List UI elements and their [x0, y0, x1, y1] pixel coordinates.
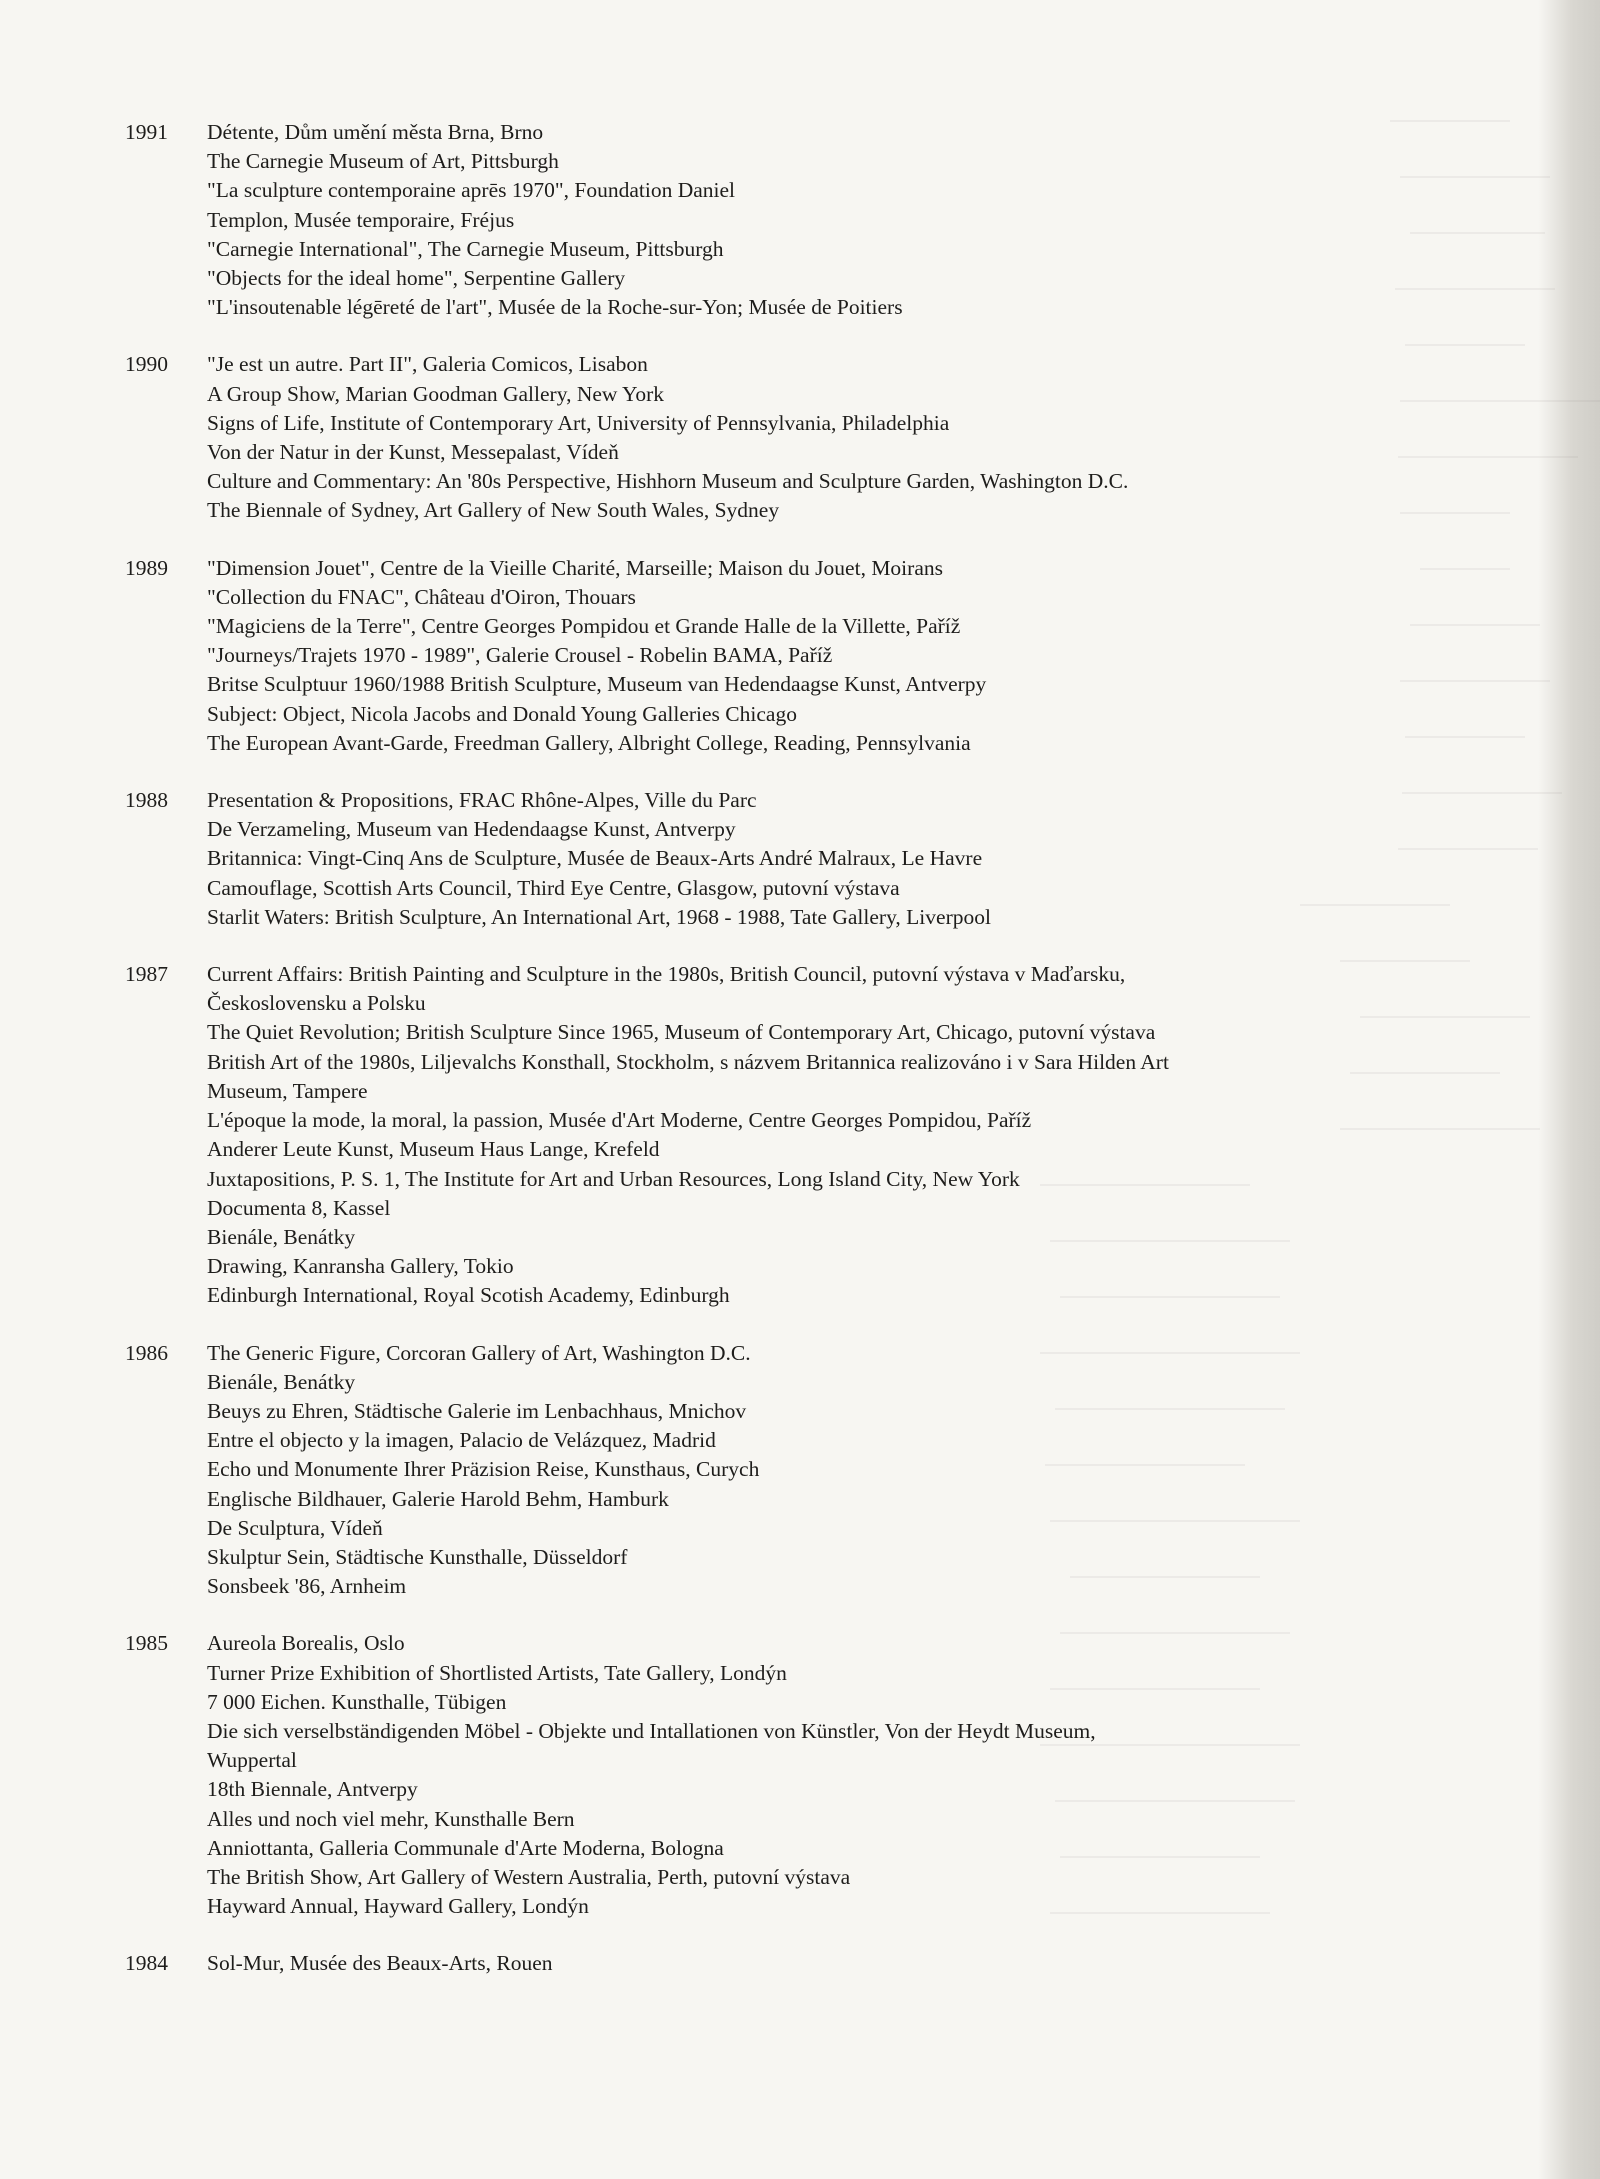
exhibition-entry: Hayward Annual, Hayward Gallery, Londýn [207, 1894, 589, 1919]
exhibition-entry: Die sich verselbständigenden Möbel - Objekte und Intallationen von Künstler, Von der Heydt Museum, [207, 1718, 1096, 1743]
exhibition-entry: Britse Sculptuur 1960/1988 British Sculpture, Museum van Hedendaagse Kunst, Antverpy [207, 672, 987, 697]
exhibition-entry: Museum, Tampere [207, 1078, 368, 1103]
year-section-1987 [125, 960, 1425, 1310]
exhibition-entry: "La sculpture contemporaine aprēs 1970", Foundation Daniel [207, 178, 736, 203]
exhibition-entry: Subject: Object, Nicola Jacobs and Donald Young Galleries Chicago [207, 701, 797, 726]
year-label: 1987 [125, 962, 168, 987]
exhibition-entry: Signs of Life, Institute of Contemporary Art, University of Pennsylvania, Philadelphia [207, 410, 950, 435]
exhibition-entry: "Je est un autre. Part II", Galeria Comicos, Lisabon [207, 352, 648, 377]
exhibition-entry: "L'insoutenable légēreté de l'art", Musée de la Roche-sur-Yon; Musée de Poitiers [207, 295, 903, 320]
exhibition-entry: Current Affairs: British Painting and Sculpture in the 1980s, British Council, putovní výstava v Maďarsku, [207, 962, 1126, 987]
exhibition-entry: The European Avant-Garde, Freedman Gallery, Albright College, Reading, Pennsylvania [207, 730, 971, 755]
exhibition-entry: Československu a Polsku [207, 991, 426, 1016]
exhibition-entry: Alles und noch viel mehr, Kunsthalle Bern [207, 1806, 575, 1831]
year-section-1985 [125, 1629, 1425, 1921]
exhibition-entries [207, 554, 1425, 758]
exhibition-entry: Sonsbeek '86, Arnheim [207, 1574, 407, 1599]
exhibition-entry: Turner Prize Exhibition of Shortlisted Artists, Tate Gallery, Londýn [207, 1660, 787, 1685]
exhibition-entry: Skulptur Sein, Städtische Kunsthalle, Düsseldorf [207, 1544, 628, 1569]
exhibition-entries [207, 350, 1425, 525]
bleed-line [1410, 232, 1545, 234]
exhibition-entry: Wuppertal [207, 1748, 297, 1773]
year-label: 1990 [125, 352, 168, 377]
exhibition-entry: Presentation & Propositions, FRAC Rhône-Alpes, Ville du Parc [207, 788, 757, 813]
page-edge-shadow [1538, 0, 1600, 2179]
year-label: 1985 [125, 1631, 168, 1656]
exhibition-entry: British Art of the 1980s, Liljevalchs Konsthall, Stockholm, s názvem Britannica realizováno i v Sara Hilden Art [207, 1049, 1169, 1074]
year-section-1986 [125, 1339, 1425, 1602]
bleed-line [1410, 624, 1540, 626]
exhibition-entry: 18th Biennale, Antverpy [207, 1777, 418, 1802]
exhibition-entry: Drawing, Kanransha Gallery, Tokio [207, 1254, 514, 1279]
exhibition-entry: Edinburgh International, Royal Scotish Academy, Edinburgh [207, 1283, 730, 1308]
year-label: 1988 [125, 788, 168, 813]
exhibition-entry: 7 000 Eichen. Kunsthalle, Tübigen [207, 1689, 507, 1714]
exhibition-entry: Englische Bildhauer, Galerie Harold Behm, Hamburk [207, 1486, 669, 1511]
exhibition-entry: Documenta 8, Kassel [207, 1195, 391, 1220]
exhibition-entry: Anniottanta, Galleria Communale d'Arte Moderna, Bologna [207, 1835, 724, 1860]
exhibition-entry: Détente, Dům umění města Brna, Brno [207, 120, 544, 144]
exhibition-entry: De Verzameling, Museum van Hedendaagse Kunst, Antverpy [207, 817, 736, 842]
year-section-1988 [125, 786, 1425, 932]
year-section-1990 [125, 350, 1425, 525]
exhibition-entries [207, 118, 1425, 322]
exhibition-list [125, 118, 1425, 2007]
exhibition-entry: The Generic Figure, Corcoran Gallery of Art, Washington D.C. [207, 1340, 751, 1365]
exhibition-entry: A Group Show, Marian Goodman Gallery, New York [207, 381, 665, 406]
year-section-1984 [125, 1949, 1425, 1978]
exhibition-entry: L'époque la mode, la moral, la passion, Musée d'Art Moderne, Centre Georges Pompidou, Paříž [207, 1108, 1032, 1133]
exhibition-entries [207, 1339, 1425, 1602]
exhibition-entries [207, 786, 1425, 932]
exhibition-entry: Culture and Commentary: An '80s Perspective, Hishhorn Museum and Sculpture Garden, Washington D.C. [207, 469, 1129, 494]
exhibition-entry: Von der Natur in der Kunst, Messepalast, Vídeň [207, 440, 619, 465]
exhibition-entries [207, 1949, 1425, 1978]
exhibition-entry: "Dimension Jouet", Centre de la Vieille Charité, Marseille; Maison du Jouet, Moirans [207, 555, 943, 580]
exhibition-entry: Juxtapositions, P. S. 1, The Institute for Art and Urban Resources, Long Island City, New York [207, 1166, 1020, 1191]
year-section-1991 [125, 118, 1425, 322]
exhibition-entry: "Collection du FNAC", Château d'Oiron, Thouars [207, 584, 636, 609]
exhibition-entry: Echo und Monumente Ihrer Präzision Reise, Kunsthaus, Curych [207, 1457, 760, 1482]
exhibition-entry: Entre el objecto y la imagen, Palacio de Velázquez, Madrid [207, 1428, 716, 1453]
year-label: 1991 [125, 120, 168, 144]
exhibition-entry: The Biennale of Sydney, Art Gallery of New South Wales, Sydney [207, 498, 780, 523]
exhibition-entry: Sol-Mur, Musée des Beaux-Arts, Rouen [207, 1951, 553, 1976]
exhibition-entry: "Magiciens de la Terre", Centre Georges Pompidou et Grande Halle de la Villette, Paříž [207, 614, 961, 639]
bleed-line [1420, 568, 1510, 570]
exhibition-entry: "Objects for the ideal home", Serpentine Gallery [207, 266, 626, 291]
exhibition-entry: Templon, Musée temporaire, Fréjus [207, 207, 515, 232]
exhibition-entry: The British Show, Art Gallery of Western Australia, Perth, putovní výstava [207, 1864, 851, 1889]
exhibition-entry: Starlit Waters: British Sculpture, An International Art, 1968 - 1988, Tate Gallery, Liverpool [207, 904, 991, 929]
exhibition-entry: The Quiet Revolution; British Sculpture Since 1965, Museum of Contemporary Art, Chicago, putovní výstava [207, 1020, 1156, 1045]
exhibition-entry: The Carnegie Museum of Art, Pittsburgh [207, 149, 559, 174]
exhibition-entries [207, 960, 1425, 1310]
exhibition-entry: Bienále, Benátky [207, 1224, 356, 1249]
exhibition-entry: Bienále, Benátky [207, 1369, 356, 1394]
exhibition-entry: Camouflage, Scottish Arts Council, Third Eye Centre, Glasgow, putovní výstava [207, 875, 900, 900]
year-label: 1986 [125, 1340, 168, 1365]
exhibition-entry: "Carnegie International", The Carnegie Museum, Pittsburgh [207, 236, 724, 261]
exhibition-entry: "Journeys/Trajets 1970 - 1989", Galerie Crousel - Robelin BAMA, Paříž [207, 643, 833, 668]
exhibition-entry: Aureola Borealis, Oslo [207, 1631, 405, 1656]
exhibition-entry: De Sculptura, Vídeň [207, 1515, 383, 1540]
exhibition-entry: Anderer Leute Kunst, Museum Haus Lange, Krefeld [207, 1137, 660, 1162]
year-label: 1989 [125, 555, 168, 580]
year-label: 1984 [125, 1951, 168, 1976]
exhibition-entry: Beuys zu Ehren, Städtische Galerie im Lenbachhaus, Mnichov [207, 1398, 747, 1423]
year-section-1989 [125, 554, 1425, 758]
exhibition-entries [207, 1629, 1425, 1921]
exhibition-entry: Britannica: Vingt-Cinq Ans de Sculpture, Musée de Beaux-Arts André Malraux, Le Havre [207, 846, 983, 871]
